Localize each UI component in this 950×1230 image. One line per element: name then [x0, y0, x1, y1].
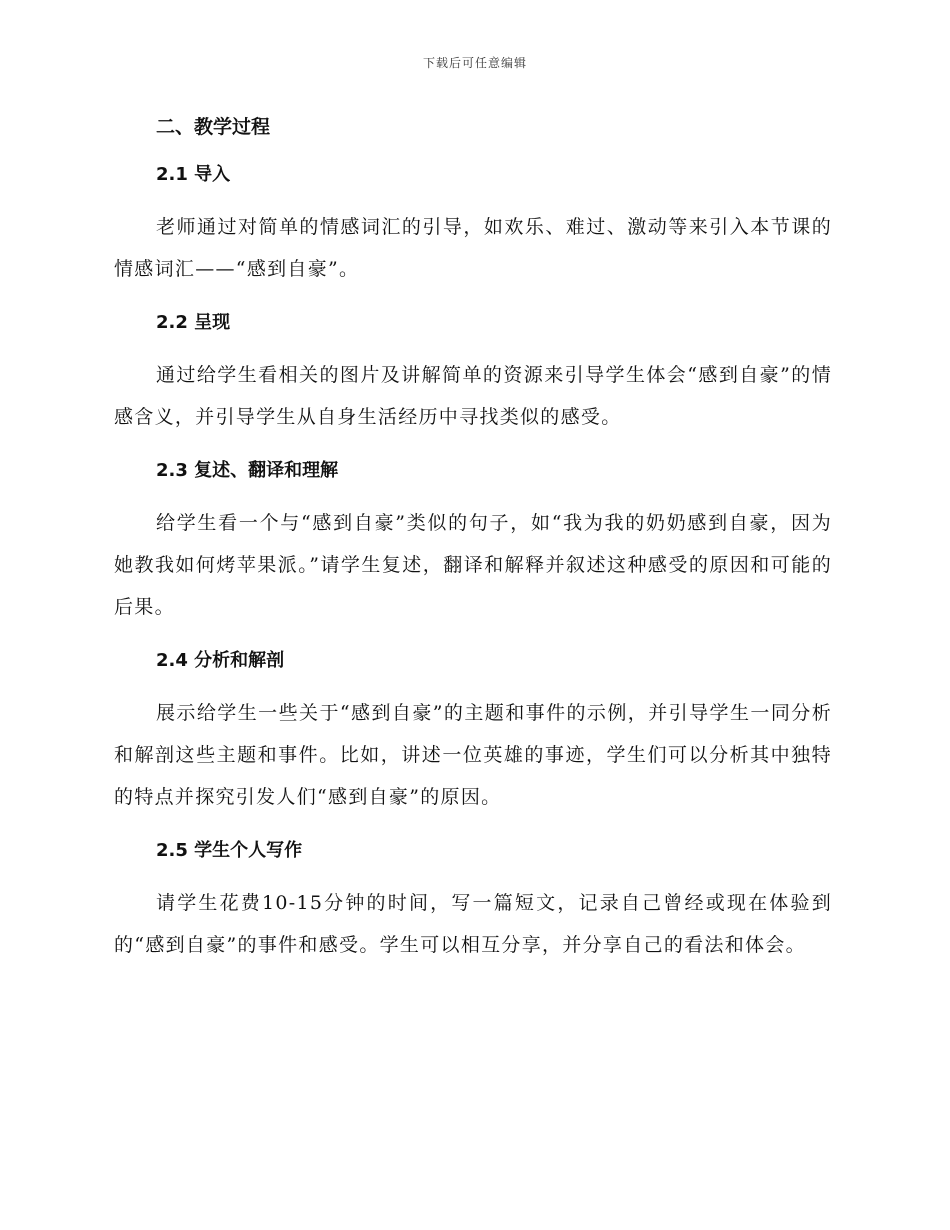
- section-title: 二、教学过程: [156, 116, 271, 138]
- page-header-note: 下载后可任意编辑: [422, 56, 527, 70]
- subsection-paragraph: 展示给学生一些关于“感到自豪”的主题和事件的示例，并引导学生一同分析和解剖这些主题和事件。比如，讲述一位英雄的事迹，学生们可以分析其中独特的特点并探究引发人们“感到自豪”的原因。: [114, 702, 832, 808]
- subsection-2-5: [114, 838, 832, 966]
- subsection-paragraph: 通过给学生看相关的图片及讲解简单的资源来引导学生体会“感到自豪”的情感含义，并引导学生从自身生活经历中寻找类似的感受。: [114, 364, 832, 428]
- subsection-heading: 2.4 分析和解剖: [156, 650, 285, 671]
- subsection-heading: 2.2 呈现: [156, 312, 231, 333]
- subsection-heading: 2.5 学生个人写作: [156, 840, 303, 861]
- subsection-paragraph: 请学生花费10-15分钟的时间，写一篇短文，记录自己曾经或现在体验到的“感到自豪”的事件和感受。学生可以相互分享，并分享自己的看法和体会。: [114, 892, 832, 956]
- subsection-paragraph: 老师通过对简单的情感词汇的引导，如欢乐、难过、激动等来引入本节课的情感词汇——“感到自豪”。: [114, 216, 832, 280]
- subsection-2-2: [114, 310, 832, 438]
- document-body: [114, 112, 832, 966]
- subsection-paragraph: 给学生看一个与“感到自豪”类似的句子，如“我为我的奶奶感到自豪，因为她教我如何烤苹果派。”请学生复述，翻译和解释并叙述这种感受的原因和可能的后果。: [114, 512, 832, 618]
- subsection-heading: 2.1 导入: [156, 164, 231, 185]
- subsection-2-1: [114, 162, 832, 290]
- subsection-2-3: [114, 458, 832, 628]
- subsection-heading: 2.3 复述、翻译和理解: [156, 460, 339, 481]
- subsection-2-4: [114, 648, 832, 818]
